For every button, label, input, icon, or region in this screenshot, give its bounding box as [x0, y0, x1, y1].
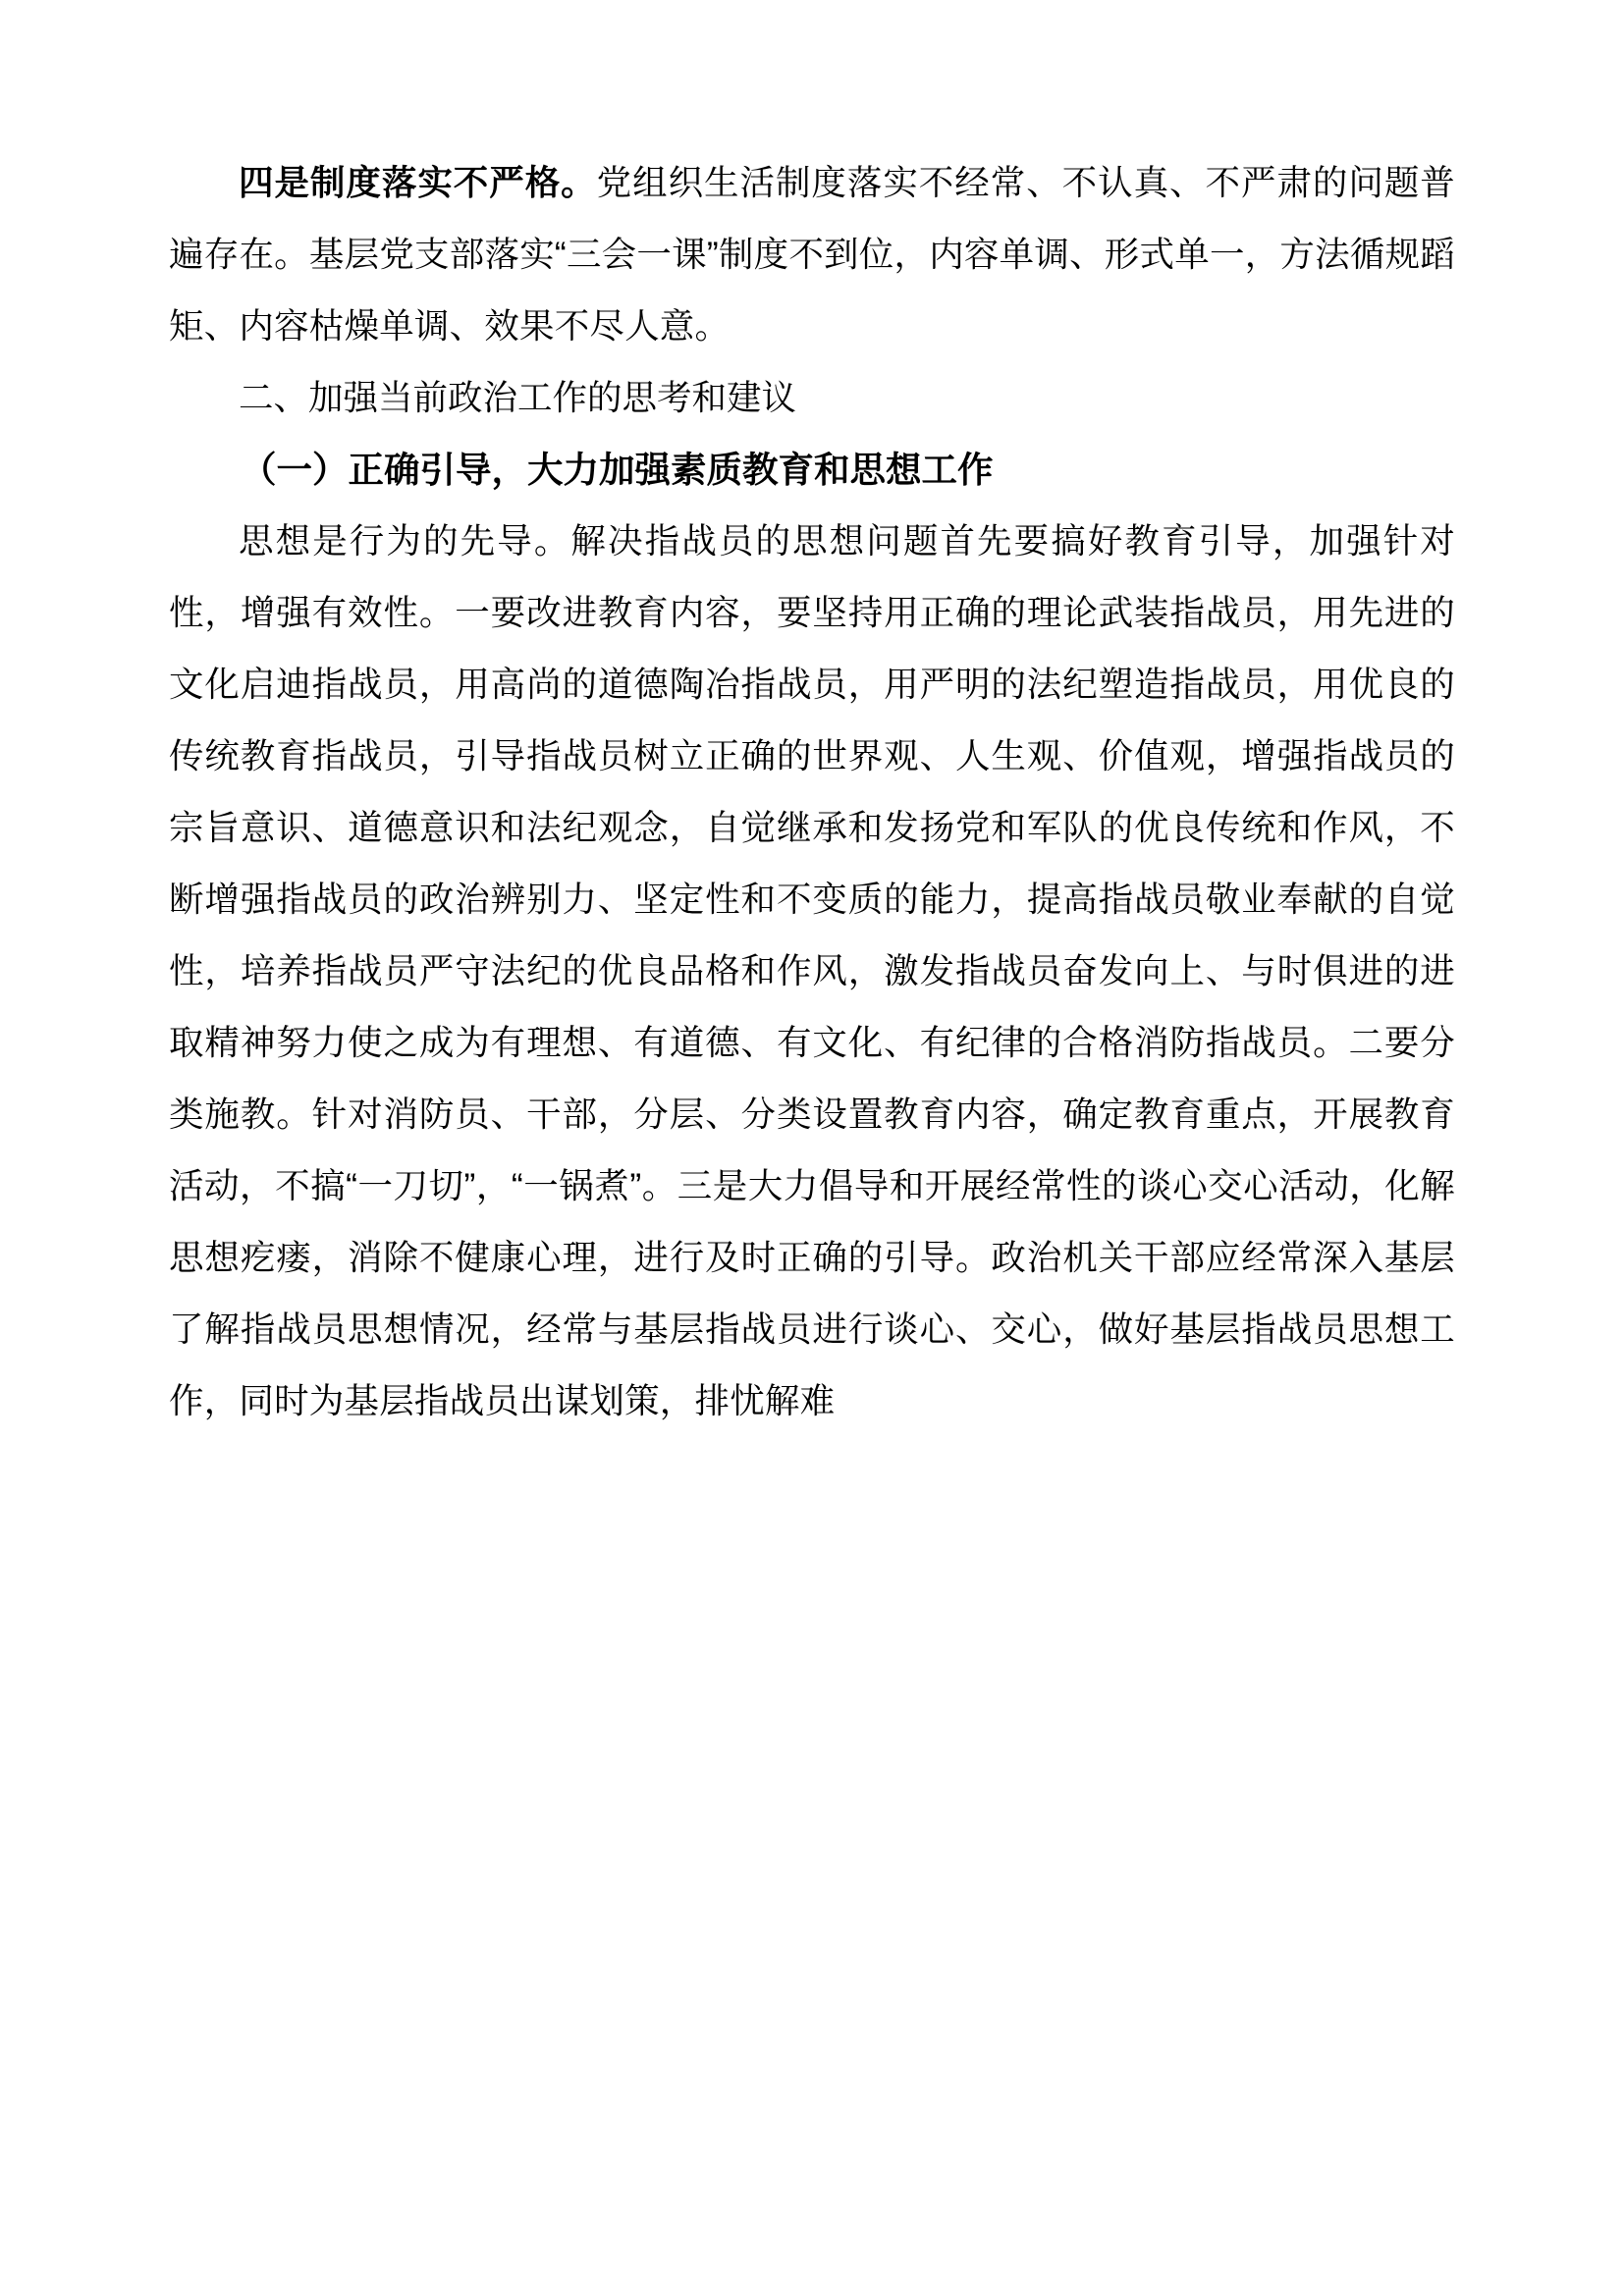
paragraph-thought-guidance: 思想是行为的先导。解决指战员的思想问题首先要搞好教育引导，加强针对性，增强有效性。一要改进教育内容，要坚持用正确的理论武装指战员，用先进的文化启迪指战员，用高尚的道德陶冶指战员，用严明的法纪塑造指战员，用优良的传统教育指战员，引导指战员树立正确的世界观、人生观、价值观，增强指战员的宗旨意识、道德意识和法纪观念，自觉继承和发扬党和军队的优良传统和作风，不断增强指战员的政治辨别力、坚定性和不变质的能力，提高指战员敬业奉献的自觉性，培养指战员严守法纪的优良品格和作风，激发指战员奋发向上、与时俱进的进取精神努力使之成为有理想、有道德、有文化、有纪律的合格消防指战员。二要分类施教。针对消防员、干部，分层、分类设置教育内容，确定教育重点，开展教育活动，不搞“一刀切”，“一锅煮”。三是大力倡导和开展经常性的谈心交心活动，化解思想疙瘘，消除不健康心理，进行及时正确的引导。政治机关干部应经常深入基层了解指战员思想情况，经常与基层指战员进行谈心、交心，做好基层指战员思想工作，同时为基层指战员出谋划策，排忧解难 — [169, 521, 1455, 1420]
paragraph-institution-implementation — [169, 147, 1455, 362]
paragraph-body-text: 党组织生活制度落实不经常、不认真、不严肃的问题普遍存在。基层党支部落实“三会一课”制度不到位，内容单调、形式单一，方法循规蹈矩、内容枯燥单调、效果不尽人意。 — [169, 163, 1455, 346]
heading-subsection-one: （一）正确引导，大力加强素质教育和思想工作 — [241, 450, 994, 490]
heading-section-two: 二、加强当前政治工作的思考和建议 — [239, 378, 797, 417]
paragraph-lead-label: 四是制度落实不严格。 — [239, 163, 597, 202]
